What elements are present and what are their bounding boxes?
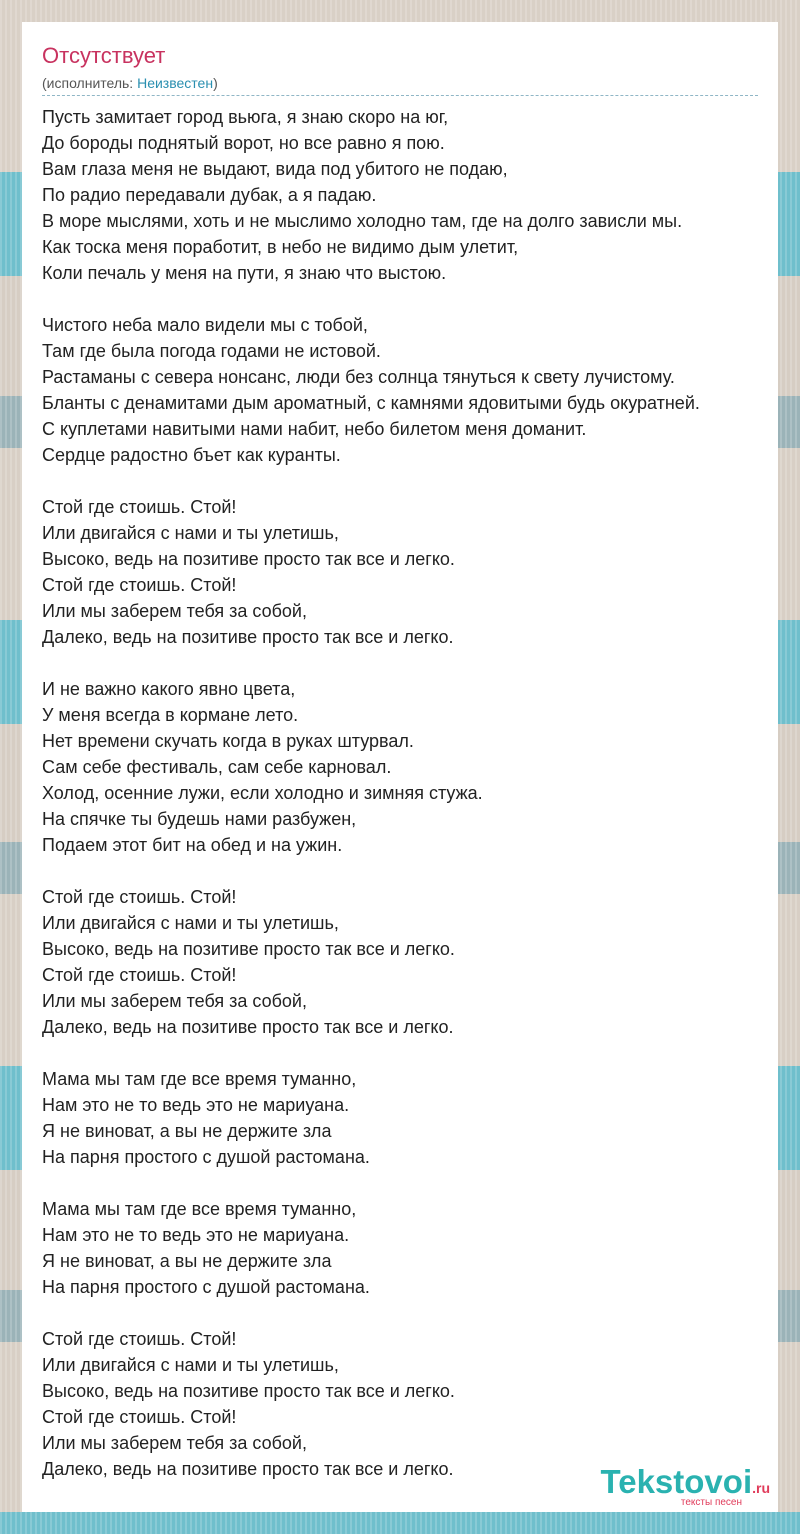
lyric-line: Стой где стоишь. Стой! (42, 887, 237, 907)
lyric-line: У меня всегда в кормане лето. (42, 705, 299, 725)
lyric-line: Далеко, ведь на позитиве просто так все и легко. (42, 1017, 454, 1037)
lyric-line: Или двигайся с нами и ты улетишь, (42, 523, 339, 543)
site-logo[interactable] (601, 1465, 770, 1508)
lyric-line: Нам это не то ведь это не мариуана. (42, 1095, 350, 1115)
lyric-line (42, 1300, 778, 1326)
lyric-line: В море мыслями, хоть и не мыслимо холодно там, где на долго зависли мы. (42, 211, 683, 231)
lyric-line: Мама мы там где все время туманно, (42, 1199, 357, 1219)
lyrics-text (42, 104, 778, 1482)
lyric-line: Далеко, ведь на позитиве просто так все и легко. (42, 627, 454, 647)
lyric-line: На парня простого с душой растомана. (42, 1147, 370, 1167)
logo-name: Tekstovoi (600, 1463, 753, 1500)
logo-tld: .ru (752, 1480, 770, 1496)
artist-line (42, 74, 758, 96)
lyric-line: Или двигайся с нами и ты улетишь, (42, 1355, 339, 1375)
lyric-line (42, 650, 778, 676)
logo-tagline: тексты песен (680, 1497, 742, 1508)
lyric-line: Растаманы с севера нонсанс, люди без солнца тянуться к свету лучистому. (42, 367, 675, 387)
artist-link[interactable]: Неизвестен (137, 75, 214, 91)
lyric-line: Далеко, ведь на позитиве просто так все и легко. (42, 1459, 454, 1479)
lyric-line: Сам себе фестиваль, сам себе карновал. (42, 757, 392, 777)
lyric-line: До бороды поднятый ворот, но все равно я пою. (42, 133, 445, 153)
lyric-line: Я не виноват, а вы не держите зла (42, 1121, 332, 1141)
lyric-line: Мама мы там где все время туманно, (42, 1069, 357, 1089)
lyric-line: И не важно какого явно цвета, (42, 679, 296, 699)
artist-suffix: ) (213, 75, 218, 91)
lyric-line: Высоко, ведь на позитиве просто так все и легко. (42, 939, 455, 959)
lyric-line: Или двигайся с нами и ты улетишь, (42, 913, 339, 933)
lyric-line: Сердце радостно бъет как куранты. (42, 445, 341, 465)
lyric-line: Нет времени скучать когда в руках штурвал. (42, 731, 414, 751)
lyric-line: Нам это не то ведь это не мариуана. (42, 1225, 350, 1245)
lyric-line: На парня простого с душой растомана. (42, 1277, 370, 1297)
lyric-line: Подаем этот бит на обед и на ужин. (42, 835, 343, 855)
song-title: Отсутствует (42, 43, 166, 68)
lyric-line: Как тоска меня поработит, в небо не видимо дым улетит, (42, 237, 519, 257)
lyric-line: Вам глаза меня не выдают, вида под убитого не подаю, (42, 159, 508, 179)
lyric-line: Стой где стоишь. Стой! (42, 575, 237, 595)
lyric-line: Высоко, ведь на позитиве просто так все и легко. (42, 549, 455, 569)
lyric-line: Стой где стоишь. Стой! (42, 1329, 237, 1349)
lyric-line: Или мы заберем тебя за собой, (42, 1433, 307, 1453)
lyric-line (42, 1040, 778, 1066)
lyric-line: Холод, осенние лужи, если холодно и зимняя стужа. (42, 783, 483, 803)
lyric-line (42, 1170, 778, 1196)
lyric-line: Или мы заберем тебя за собой, (42, 601, 307, 621)
lyric-line: По радио передавали дубак, а я падаю. (42, 185, 377, 205)
lyric-line: Бланты с денамитами дым ароматный, с камнями ядовитыми будь окуратней. (42, 393, 700, 413)
lyric-line: Коли печаль у меня на пути, я знаю что выстою. (42, 263, 447, 283)
lyric-line: Стой где стоишь. Стой! (42, 965, 237, 985)
lyric-line (42, 468, 778, 494)
lyric-line: Или мы заберем тебя за собой, (42, 991, 307, 1011)
artist-prefix: (исполнитель: (42, 75, 138, 91)
lyric-line: На спячке ты будешь нами разбужен, (42, 809, 357, 829)
lyric-line: Пусть замитает город вьюга, я знаю скоро на юг, (42, 107, 449, 127)
lyric-line: Стой где стоишь. Стой! (42, 497, 237, 517)
lyric-line: Я не виноват, а вы не держите зла (42, 1251, 332, 1271)
lyric-line: Стой где стоишь. Стой! (42, 1407, 237, 1427)
lyric-line (42, 858, 778, 884)
lyric-line: Чистого неба мало видели мы с тобой, (42, 315, 368, 335)
lyric-line (42, 286, 778, 312)
lyric-line: С куплетами навитыми нами набит, небо билетом меня доманит. (42, 419, 587, 439)
lyrics-card (22, 22, 778, 1512)
lyric-line: Высоко, ведь на позитиве просто так все и легко. (42, 1381, 455, 1401)
lyric-line: Там где была погода годами не истовой. (42, 341, 381, 361)
